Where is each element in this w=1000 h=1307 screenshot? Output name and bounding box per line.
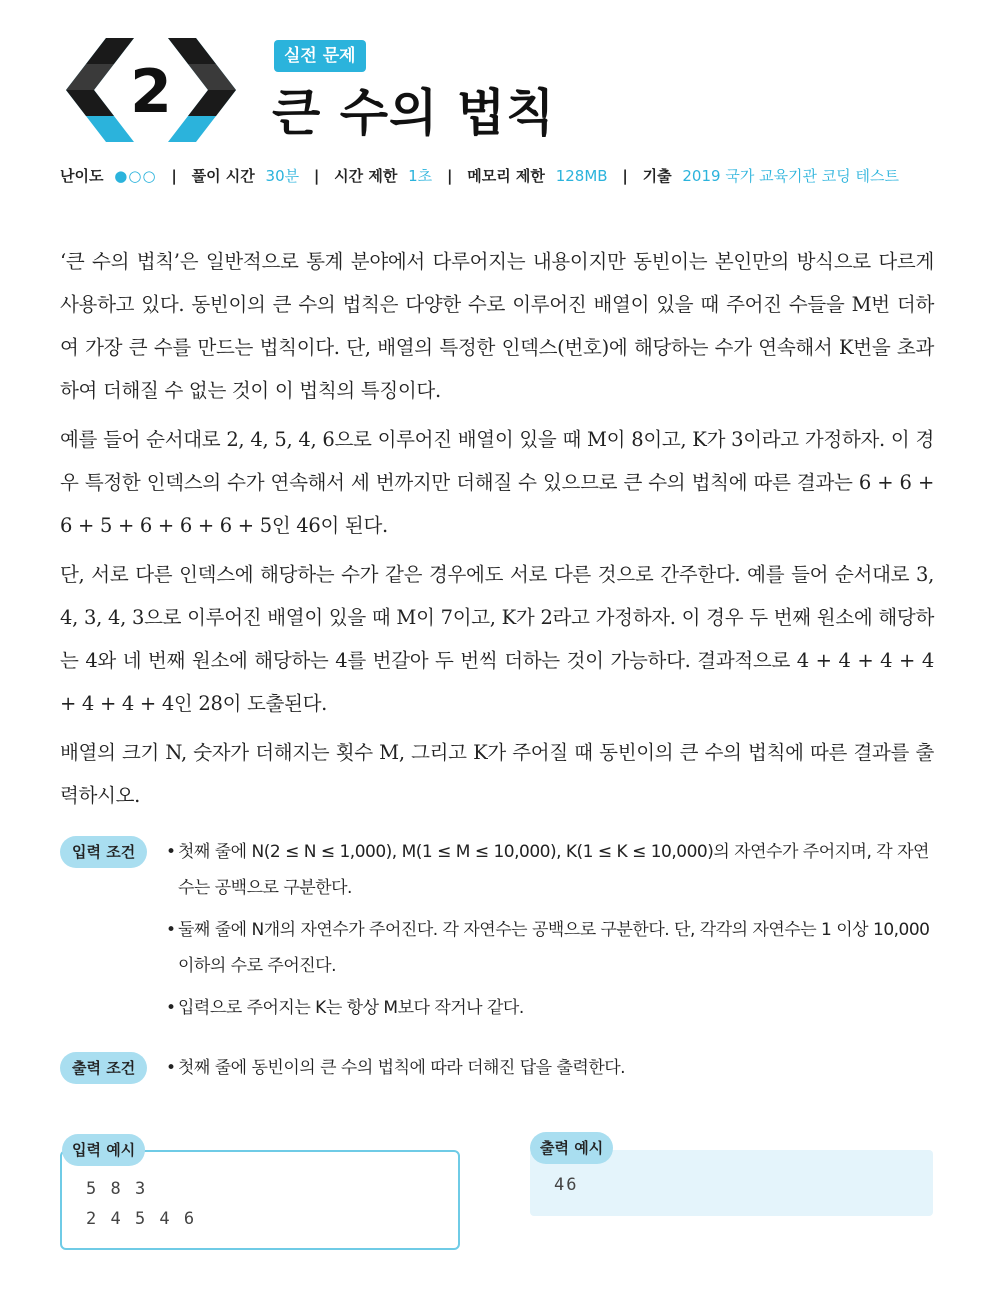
- output-example-box: [530, 1139, 933, 1216]
- difficulty-dots: ●○○: [114, 167, 157, 185]
- meta-separator: |: [171, 167, 177, 185]
- problem-number: 2: [130, 57, 172, 127]
- description-paragraph: 예를 들어 순서대로 2, 4, 5, 4, 6으로 이루어진 배열이 있을 때 M이 8이고, K가 3이라고 가정하자. 이 경우 특정한 인덱스의 수가 연속해서 세 번까지만 더해질 수 있으므로 큰 수의 법칙에 따른 결과는 6 + 6 + 6 + 5 + 6 + 6 + 6 + 5인 46이 된다.: [60, 428, 934, 537]
- description-paragraph: 배열의 크기 N, 숫자가 더해지는 횟수 M, 그리고 K가 주어질 때 동빈이의 큰 수의 법칙에 따른 결과를 출력하시오.: [60, 741, 934, 807]
- output-condition-label: 출력 조건: [60, 1052, 147, 1084]
- condition-item: • 둘째 줄에 N개의 자연수가 주어진다. 각 자연수는 공백으로 구분한다. 단, 각각의 자연수는 1 이상 10,000 이하의 수로 주어진다.: [166, 912, 934, 984]
- condition-item: • 첫째 줄에 동빈이의 큰 수의 법칙에 따라 더해진 답을 출력한다.: [166, 1050, 934, 1086]
- problem-description: [60, 240, 934, 823]
- condition-item: • 첫째 줄에 N(2 ≤ N ≤ 1,000), M(1 ≤ M ≤ 10,000), K(1 ≤ K ≤ 10,000)의 자연수가 주어지며, 각 자연수는 공백으로 구분한다.: [166, 834, 934, 906]
- condition-item: • 입력으로 주어지는 K는 항상 M보다 작거나 같다.: [166, 990, 934, 1026]
- description-paragraph: 단, 서로 다른 인덱스에 해당하는 수가 같은 경우에도 서로 다른 것으로 간주한다. 예를 들어 순서대로 3, 4, 3, 4, 3으로 이루어진 배열이 있을 때 M이 7이고, K가 2라고 가정하자. 이 경우 두 번째 원소에 해당하는 4와 네 번째 원소에 해당하는 4를 번갈아 두 번씩 더하는 것이 가능하다. 결과적으로 4 + 4 + 4 + 4 + 4 + 4 + 4인 28이 도출된다.: [60, 563, 934, 715]
- input-example-line: 5 8 3: [86, 1179, 148, 1199]
- meta-separator: |: [446, 167, 453, 185]
- input-example-line: 2 4 5 4 6: [86, 1209, 197, 1229]
- input-example-label: 입력 예시: [62, 1134, 145, 1166]
- input-condition-label: 입력 조건: [60, 836, 147, 868]
- input-example-box: [60, 1141, 460, 1250]
- time-value: 30분: [265, 167, 300, 185]
- time-label: 풀이 시간: [191, 167, 255, 185]
- problem-tag: 실전 문제: [274, 40, 366, 72]
- source-label: 기출: [642, 167, 672, 185]
- limit-value: 1초: [408, 167, 433, 185]
- meta-separator: |: [622, 167, 628, 185]
- source-value: 2019 국가 교육기관 코딩 테스트: [682, 167, 900, 185]
- problem-meta: [60, 164, 899, 188]
- page-title: 큰 수의 법칙: [272, 84, 556, 142]
- limit-label: 시간 제한: [334, 167, 398, 185]
- problem-number-logo: [58, 38, 244, 142]
- meta-separator: |: [313, 167, 320, 185]
- difficulty-label: 난이도: [60, 167, 104, 185]
- output-example-line: 46: [554, 1175, 579, 1195]
- output-example-label: 출력 예시: [530, 1132, 613, 1164]
- description-paragraph: ‘큰 수의 법칙’은 일반적으로 통계 분야에서 다루어지는 내용이지만 동빈이는 본인만의 방식으로 다르게 사용하고 있다. 동빈이의 큰 수의 법칙은 다양한 수로 이루어진 배열이 있을 때 주어진 수들을 M번 더하여 가장 큰 수를 만드는 법칙이다. 단, 배열의 특정한 인덱스(번호)에 해당하는 수가 연속해서 K번을 초과하여 더해질 수 없는 것이 이 법칙의 특징이다.: [60, 250, 934, 402]
- memory-label: 메모리 제한: [467, 167, 545, 185]
- memory-value: 128MB: [555, 167, 608, 185]
